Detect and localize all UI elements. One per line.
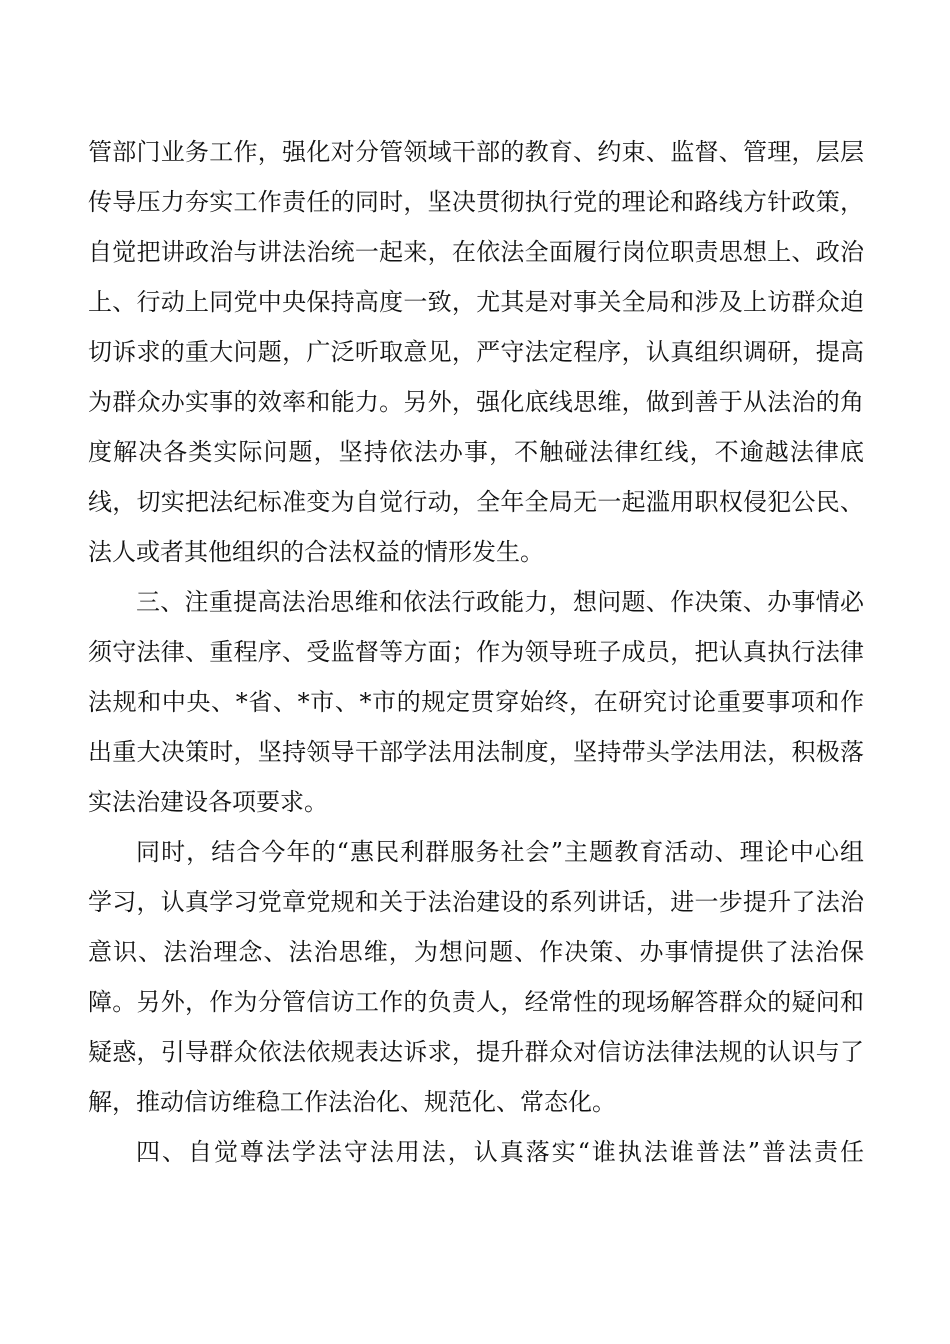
text-line: 出重大决策时，坚持领导干部学法用法制度，坚持带头学法用法，积极落 bbox=[88, 738, 864, 766]
document-page bbox=[88, 127, 864, 1177]
paragraph-continued bbox=[88, 127, 864, 577]
text-line: 管部门业务工作，强化对分管领域干部的教育、约束、监督、管理，层层 bbox=[88, 138, 864, 166]
text-line: 实法治建设各项要求。 bbox=[88, 788, 328, 816]
paragraph-section-three bbox=[88, 577, 864, 827]
text-line: 学习，认真学习党章党规和关于法治建设的系列讲话，进一步提升了法治 bbox=[88, 888, 864, 916]
text-line: 自觉把讲政治与讲法治统一起来，在依法全面履行岗位职责思想上、政治 bbox=[88, 238, 864, 266]
text-line: 线，切实把法纪标准变为自觉行动，全年全局无一起滥用职权侵犯公民、 bbox=[88, 488, 864, 516]
text-line: 同时，结合今年的“惠民利群服务社会”主题教育活动、理论中心组 bbox=[136, 838, 864, 866]
text-line: 切诉求的重大问题，广泛听取意见，严守法定程序，认真组织调研，提高 bbox=[88, 338, 864, 366]
text-line: 度解决各类实际问题，坚持依法办事，不触碰法律红线，不逾越法律底 bbox=[88, 438, 864, 466]
text-line: 意识、法治理念、法治思维，为想问题、作决策、办事情提供了法治保 bbox=[88, 938, 864, 966]
paragraph-section-four bbox=[88, 1127, 864, 1177]
text-line: 三、注重提高法治思维和依法行政能力，想问题、作决策、办事情必 bbox=[136, 588, 864, 616]
text-line: 四、自觉尊法学法守法用法，认真落实“谁执法谁普法”普法责任 bbox=[136, 1138, 864, 1166]
text-line: 法规和中央、*省、*市、*市的规定贯穿始终，在研究讨论重要事项和作 bbox=[88, 688, 864, 716]
text-line: 传导压力夯实工作责任的同时，坚决贯彻执行党的理论和路线方针政策， bbox=[88, 188, 864, 216]
text-line: 疑惑，引导群众依法依规表达诉求，提升群众对信访法律法规的认识与了 bbox=[88, 1038, 864, 1066]
paragraph-meanwhile bbox=[88, 827, 864, 1127]
text-line: 解，推动信访维稳工作法治化、规范化、常态化。 bbox=[88, 1088, 616, 1116]
text-line: 须守法律、重程序、受监督等方面；作为领导班子成员，把认真执行法律 bbox=[88, 638, 864, 666]
text-line: 上、行动上同党中央保持高度一致，尤其是对事关全局和涉及上访群众迫 bbox=[88, 288, 864, 316]
text-line: 法人或者其他组织的合法权益的情形发生。 bbox=[88, 538, 544, 566]
text-line: 为群众办实事的效率和能力。另外，强化底线思维，做到善于从法治的角 bbox=[88, 388, 864, 416]
text-line: 障。另外，作为分管信访工作的负责人，经常性的现场解答群众的疑问和 bbox=[88, 988, 864, 1016]
